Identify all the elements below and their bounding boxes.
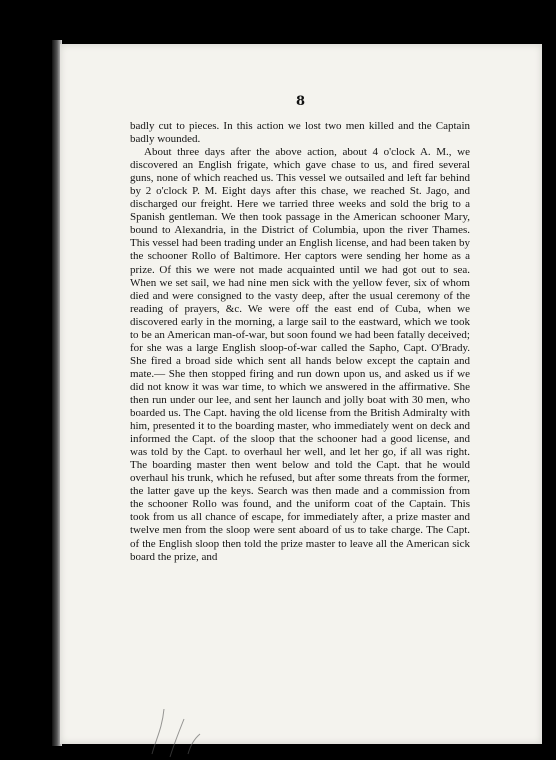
page-number: 8	[295, 94, 307, 109]
paragraph-continuation: badly cut to pieces. In this action we lost two men killed and the Captain badly wounded.	[130, 120, 470, 146]
page-body-text	[130, 120, 470, 564]
handwritten-scribble	[144, 699, 234, 759]
paragraph-main: About three days after the above action, about 4 o'clock A. M., we discovered an English frigate, which gave chase to us, and fired several guns, none of which reached us. This vessel we outsailed and left far behind by 2 o'clock P. M. Eight days after this chase, we reached St. Jago, and discharged our freight. Here we tarried three weeks and sold the brig to a Spanish gentleman. We then took passage in the American schooner Mary, bound to Alexandria, in the District of Columbia, upon the river Thames. This vessel had been trading under an English license, and had been taken by the schooner Rollo of Baltimore. Her captors were sending her home as a prize. Of this we were not made acquainted until we had got out to sea. When we set sail, we had nine men sick with the yellow fever, six of whom died and were consigned to the vasty deep, after the usual ceremony of the reading of prayers, &c. We were off the east end of Cuba, when we discovered early in the morning, a large sail to the eastward, which we took to be an American man-of-war, but soon found we had been fatally deceived; for she was a large English sloop-of-war called the Sapho, Capt. O'Brady. She fired a broad side which sent all hands below except the captain and mate.— She then stopped firing and run down upon us, and asked us if we did not know it was war time, to which we answered in the affirmative. She then run under our lee, and sent her launch and jolly boat with 30 men, who boarded us. The Capt. having the old license from the British Admiralty with him, presented it to the boarding master, who immediately went on deck and informed the Capt. of the sloop that the schooner had a good license, and was told by the Capt. to overhaul her well, and let her go, if all was right. The boarding master then went below and told the Capt. that he would overhaul his trunk, which he refused, but after some threats from the former, the latter gave up the keys. Search was then made and a commission from the schooner Rollo was found, and the uniform coat of the Captain. This took from us all chance of escape, for immediately after, a prize master and twelve men from the sloop were sent aboard of us to take charge. The Capt. of the English sloop then told the prize master to leave all the American sick board the prize, and	[130, 146, 470, 563]
book-page	[60, 44, 542, 744]
